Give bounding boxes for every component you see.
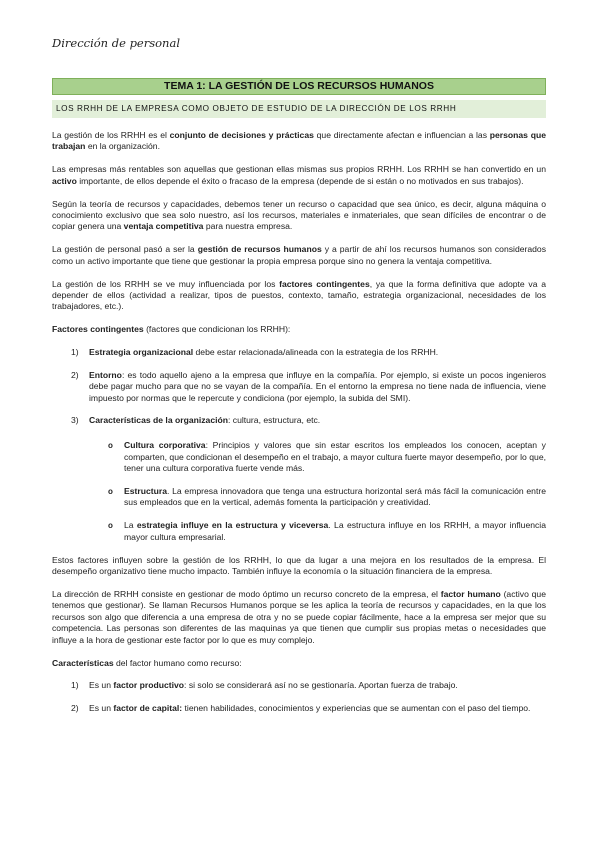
bold-term: factores contingentes bbox=[279, 278, 370, 289]
text: : si solo se considerará así no se gestionaría. Aportan fuerza de trabajo. bbox=[184, 680, 458, 691]
bold-term: Cultura corporativa bbox=[124, 440, 206, 451]
list-item bbox=[52, 703, 546, 714]
text: : es todo aquello ajeno a la empresa que influye en la compañía. Por ejemplo, si existe un pocos ingenieros debe pagar mucho para que no se vayan de la compañía. En el entorno la empresa no tiene nada de influencia, viene impuesto por normas que le repercute y condiciona (por ejemplo, la subida del SMI). bbox=[89, 369, 546, 403]
text: , ya que la forma definitiva que adopte va a depender de ellos (actividad a realizar, tipos de puestos, contexto, tamaño, estrategia organizacional, necesidades de los trabajadores, etc.). bbox=[52, 278, 546, 312]
list-item bbox=[52, 680, 546, 691]
paragraph-1 bbox=[52, 130, 546, 153]
list-number: 2) bbox=[71, 702, 79, 713]
bold-term: Entorno bbox=[89, 369, 122, 380]
paragraph-5 bbox=[52, 279, 546, 313]
subsection-title: LOS RRHH DE LA EMPRESA COMO OBJETO DE ESTUDIO DE LA DIRECCIÓN DE LOS RRHH bbox=[52, 100, 546, 118]
text: importante, de ellos depende el éxito o fracaso de la empresa (depende de si están o no motivados en sus trabajos). bbox=[76, 175, 524, 186]
text: tienen habilidades, conocimientos y experiencias que se aumentan con el paso del tiempo. bbox=[182, 702, 531, 713]
text: en la organización. bbox=[85, 141, 160, 152]
bold-term: Características bbox=[52, 657, 114, 668]
paragraph-6: Estos factores influyen sobre la gestión de los RRHH, lo que da lugar a una mejora en los resultados de la empresa. El desempeño organizativo tiene mucho impacto. También influye la economía o la situación financiera de la empresa. bbox=[52, 554, 546, 577]
bold-term: factor humano bbox=[440, 588, 501, 599]
bullet-item bbox=[52, 520, 546, 543]
text: y a partir de ahí los recursos humanos son considerados como un activo importante que tiene que gestionar la propia empresa porque sino no genera la ventaja competitiva. bbox=[52, 244, 546, 266]
list-number: 1) bbox=[71, 680, 79, 691]
bold-term: Características de la organización bbox=[89, 414, 228, 425]
bold-term: activo bbox=[52, 175, 77, 186]
page-header: Dirección de personal bbox=[52, 36, 180, 50]
text: La gestión de personal pasó a ser la bbox=[52, 244, 198, 255]
bold-term: Estructura bbox=[124, 486, 167, 497]
text: . La estructura influye en los RRHH, a mayor influencia mayor cultura empresarial. bbox=[124, 520, 546, 542]
list-item bbox=[52, 370, 546, 404]
bold-term: Factores contingentes bbox=[52, 324, 144, 335]
text: . La empresa innovadora que tenga una estructura horizontal será más fácil la comunicación entre sus empleados que en la vertical, además fomenta la participación y creatividad. bbox=[124, 486, 546, 508]
bold-term: Estrategia organizacional bbox=[89, 347, 194, 358]
bold-term: gestión de recursos humanos bbox=[197, 244, 322, 255]
text: Es un bbox=[89, 702, 114, 713]
list-number: 1) bbox=[71, 347, 79, 358]
caracteristicas-heading bbox=[52, 658, 546, 669]
text: : Principios y valores que sin estar escritos los empleados los conocen, aceptan y comparten, que condicionan el desempeño en el trabajo, a mayor cultura fuerte mayor desempeño, por lo que, tener una cultura corporativa fuerte vende más. bbox=[124, 440, 546, 474]
text: para nuestra empresa. bbox=[203, 221, 293, 232]
text: (factores que condicionan los RRHH): bbox=[143, 324, 291, 335]
bold-term: ventaja competitiva bbox=[123, 221, 204, 232]
text: La dirección de RRHH consiste en gestionar de modo óptimo un recurso concreto de la empresa, el bbox=[52, 588, 441, 599]
bullet-marker: o bbox=[108, 441, 113, 451]
paragraph-3 bbox=[52, 199, 546, 233]
text: : cultura, estructura, etc. bbox=[228, 414, 321, 425]
text: La gestión de los RRHH se ve muy influenciada por los bbox=[52, 278, 280, 289]
bold-term: factor productivo bbox=[113, 680, 185, 691]
paragraph-7 bbox=[52, 589, 546, 646]
document-body bbox=[52, 130, 546, 725]
paragraph-4 bbox=[52, 244, 546, 267]
list-item bbox=[52, 415, 546, 426]
text: (activo que tenemos que gestionar). Se llaman Recursos Humanos porque se les aplica la teoría de recursos y capacidades, en la que los recursos son algo que diferencia a una empresa de otra y no se puede copiar fácilmente, hace a la empresa ser mejor que su competencia. Las personas son diferentes de las maquinas ya que tienen que cumplir sus propias metas o necesidades que influye a la hora de gestionar este factor por lo que es muy complejo. bbox=[52, 588, 546, 645]
bullet-marker: o bbox=[108, 521, 113, 531]
list-number: 3) bbox=[71, 414, 79, 425]
bullet-item bbox=[52, 440, 546, 474]
bold-term: estrategia influye en la estructura y viceversa bbox=[136, 520, 329, 531]
section-title: TEMA 1: LA GESTIÓN DE LOS RECURSOS HUMANOS bbox=[52, 78, 546, 95]
text: La gestión de los RRHH es el bbox=[52, 130, 170, 140]
text: debe estar relacionada/alineada con la estrategia de los RRHH. bbox=[193, 347, 439, 358]
text: Según la teoría de recursos y capacidades, debemos tener un recurso o capacidad que sea único, es decir, alguna máquina o conocimiento exclusivo que sea solo nuestro, así los recursos, materiales e inmateriales, que sean difíciles de encontrar o de copiar genera una bbox=[52, 198, 546, 232]
bullet-marker: o bbox=[108, 487, 113, 497]
list-number: 2) bbox=[71, 369, 79, 380]
text: del factor humano como recurso: bbox=[113, 657, 242, 668]
paragraph-2 bbox=[52, 164, 546, 187]
bullet-item bbox=[52, 486, 546, 509]
text: Las empresas más rentables son aquellas que gestionan ellas mismas sus propios RRHH. Los RRHH se han convertido en un bbox=[52, 164, 546, 175]
text: que directamente afectan e influencian a las bbox=[313, 130, 490, 140]
text: Es un bbox=[89, 680, 114, 691]
factores-heading bbox=[52, 324, 546, 335]
bold-term: personas que trabajan bbox=[52, 130, 546, 152]
text: La bbox=[124, 520, 137, 531]
bold-term: conjunto de decisiones y prácticas bbox=[169, 130, 314, 140]
bold-term: factor de capital: bbox=[113, 702, 183, 713]
list-item bbox=[52, 347, 546, 358]
